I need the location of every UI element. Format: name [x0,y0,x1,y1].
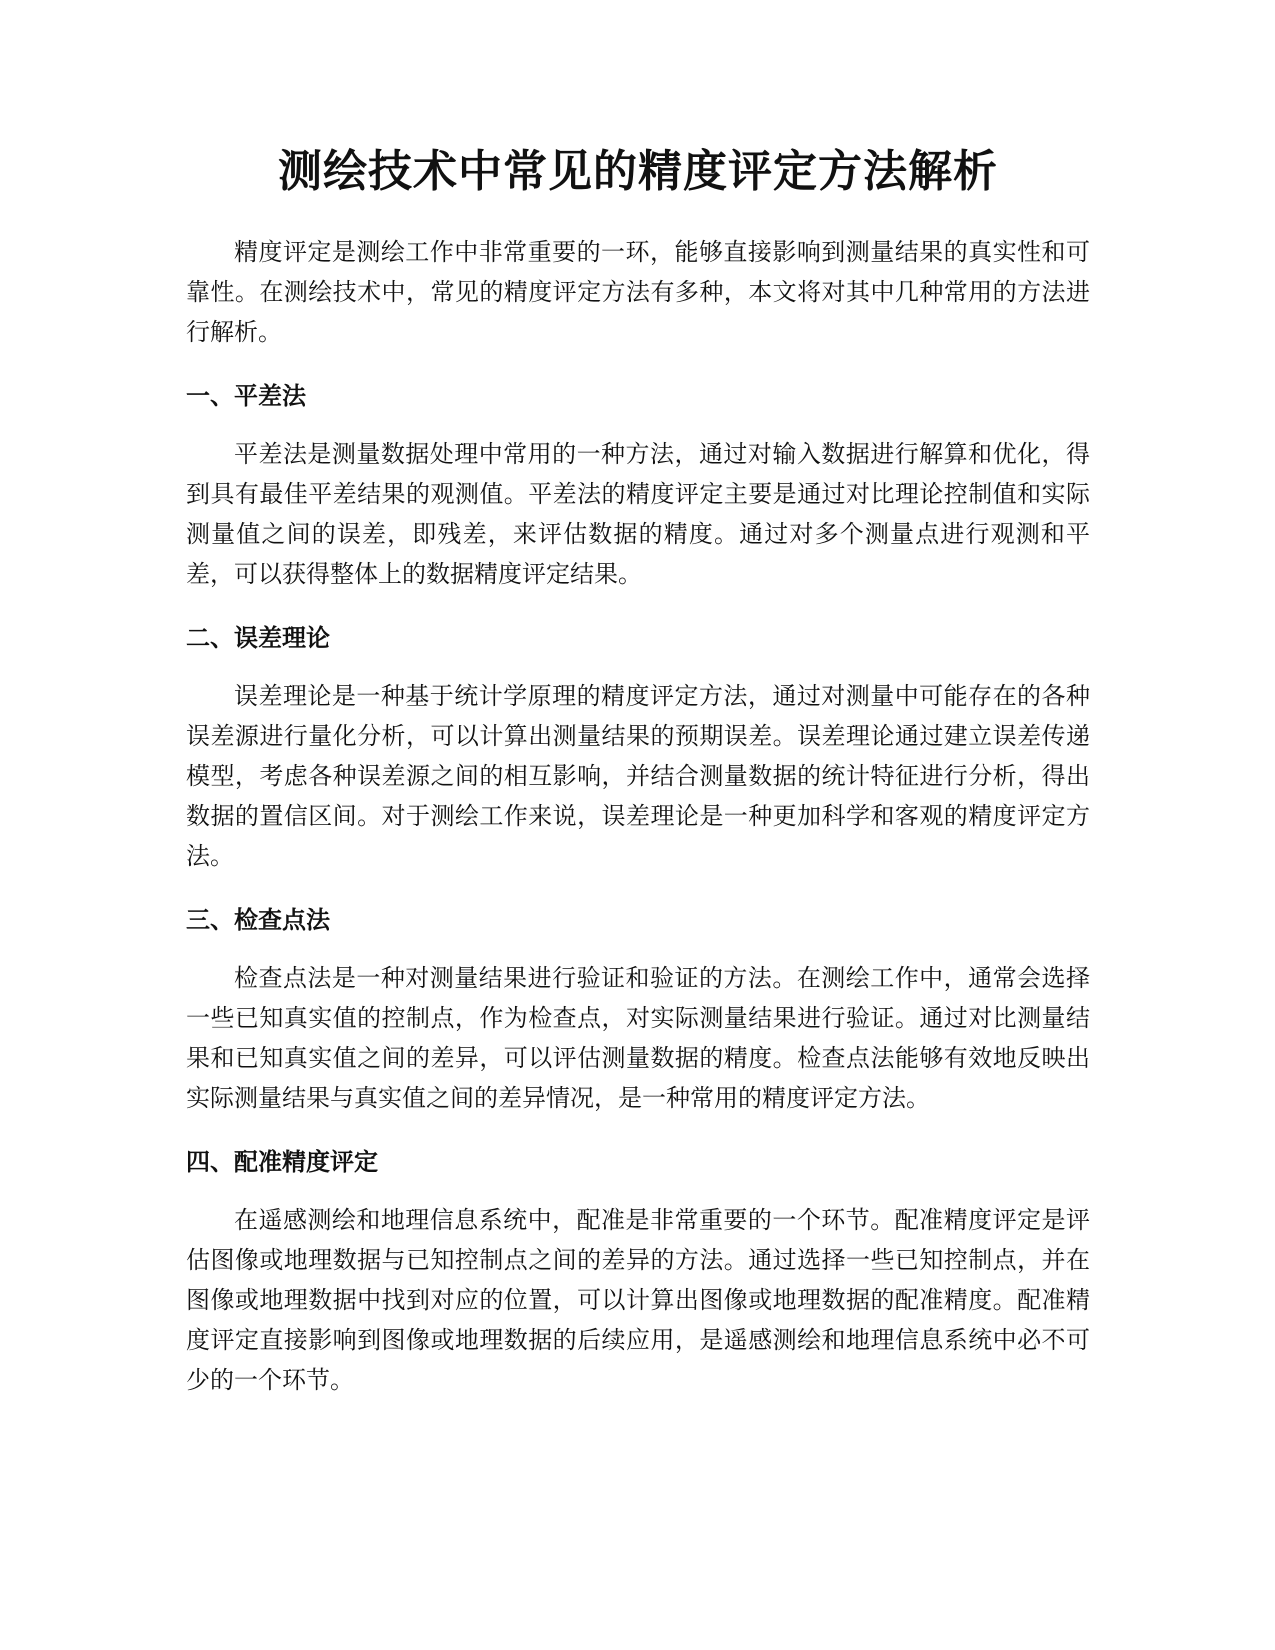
document-title: 测绘技术中常见的精度评定方法解析 [278,146,998,197]
section-paragraph: 在遥感测绘和地理信息系统中，配准是非常重要的一个环节。配准精度评定是评估图像或地理数据与已知控制点之间的差异的方法。通过选择一些已知控制点，并在图像或地理数据中找到对应的位置，可以计算出图像或地理数据的配准精度。配准精度评定直接影响到图像或地理数据的后续应用，是遥感测绘和地理信息系统中必不可少的一个环节。 [186,1206,1090,1394]
section-paragraph: 检查点法是一种对测量结果进行验证和验证的方法。在测绘工作中，通常会选择一些已知真实值的控制点，作为检查点，对实际测量结果进行验证。通过对比测量结果和已知真实值之间的差异，可以评估测量数据的精度。检查点法能够有效地反映出实际测量结果与真实值之间的差异情况，是一种常用的精度评定方法。 [186,964,1090,1112]
section-adjustment-method [186,376,1090,594]
section-paragraph: 误差理论是一种基于统计学原理的精度评定方法，通过对测量中可能存在的各种误差源进行量化分析，可以计算出测量结果的预期误差。误差理论通过建立误差传递模型，考虑各种误差源之间的相互影响，并结合测量数据的统计特征进行分析，得出数据的置信区间。对于测绘工作来说，误差理论是一种更加科学和客观的精度评定方法。 [186,682,1090,870]
section-heading: 二、误差理论 [186,624,330,652]
section-heading: 四、配准精度评定 [186,1148,378,1176]
section-paragraph: 平差法是测量数据处理中常用的一种方法，通过对输入数据进行解算和优化，得到具有最佳平差结果的观测值。平差法的精度评定主要是通过对比理论控制值和实际测量值之间的误差，即残差，来评估数据的精度。通过对多个测量点进行观测和平差，可以获得整体上的数据精度评定结果。 [186,440,1090,588]
intro-paragraph: 精度评定是测绘工作中非常重要的一环，能够直接影响到测量结果的真实性和可靠性。在测绘技术中，常见的精度评定方法有多种，本文将对其中几种常用的方法进行解析。 [186,238,1090,346]
section-checkpoint-method [186,900,1090,1118]
document-page [186,140,1090,1400]
section-error-theory [186,618,1090,876]
section-registration-accuracy [186,1142,1090,1400]
section-heading: 三、检查点法 [186,906,330,934]
section-heading: 一、平差法 [186,382,306,410]
